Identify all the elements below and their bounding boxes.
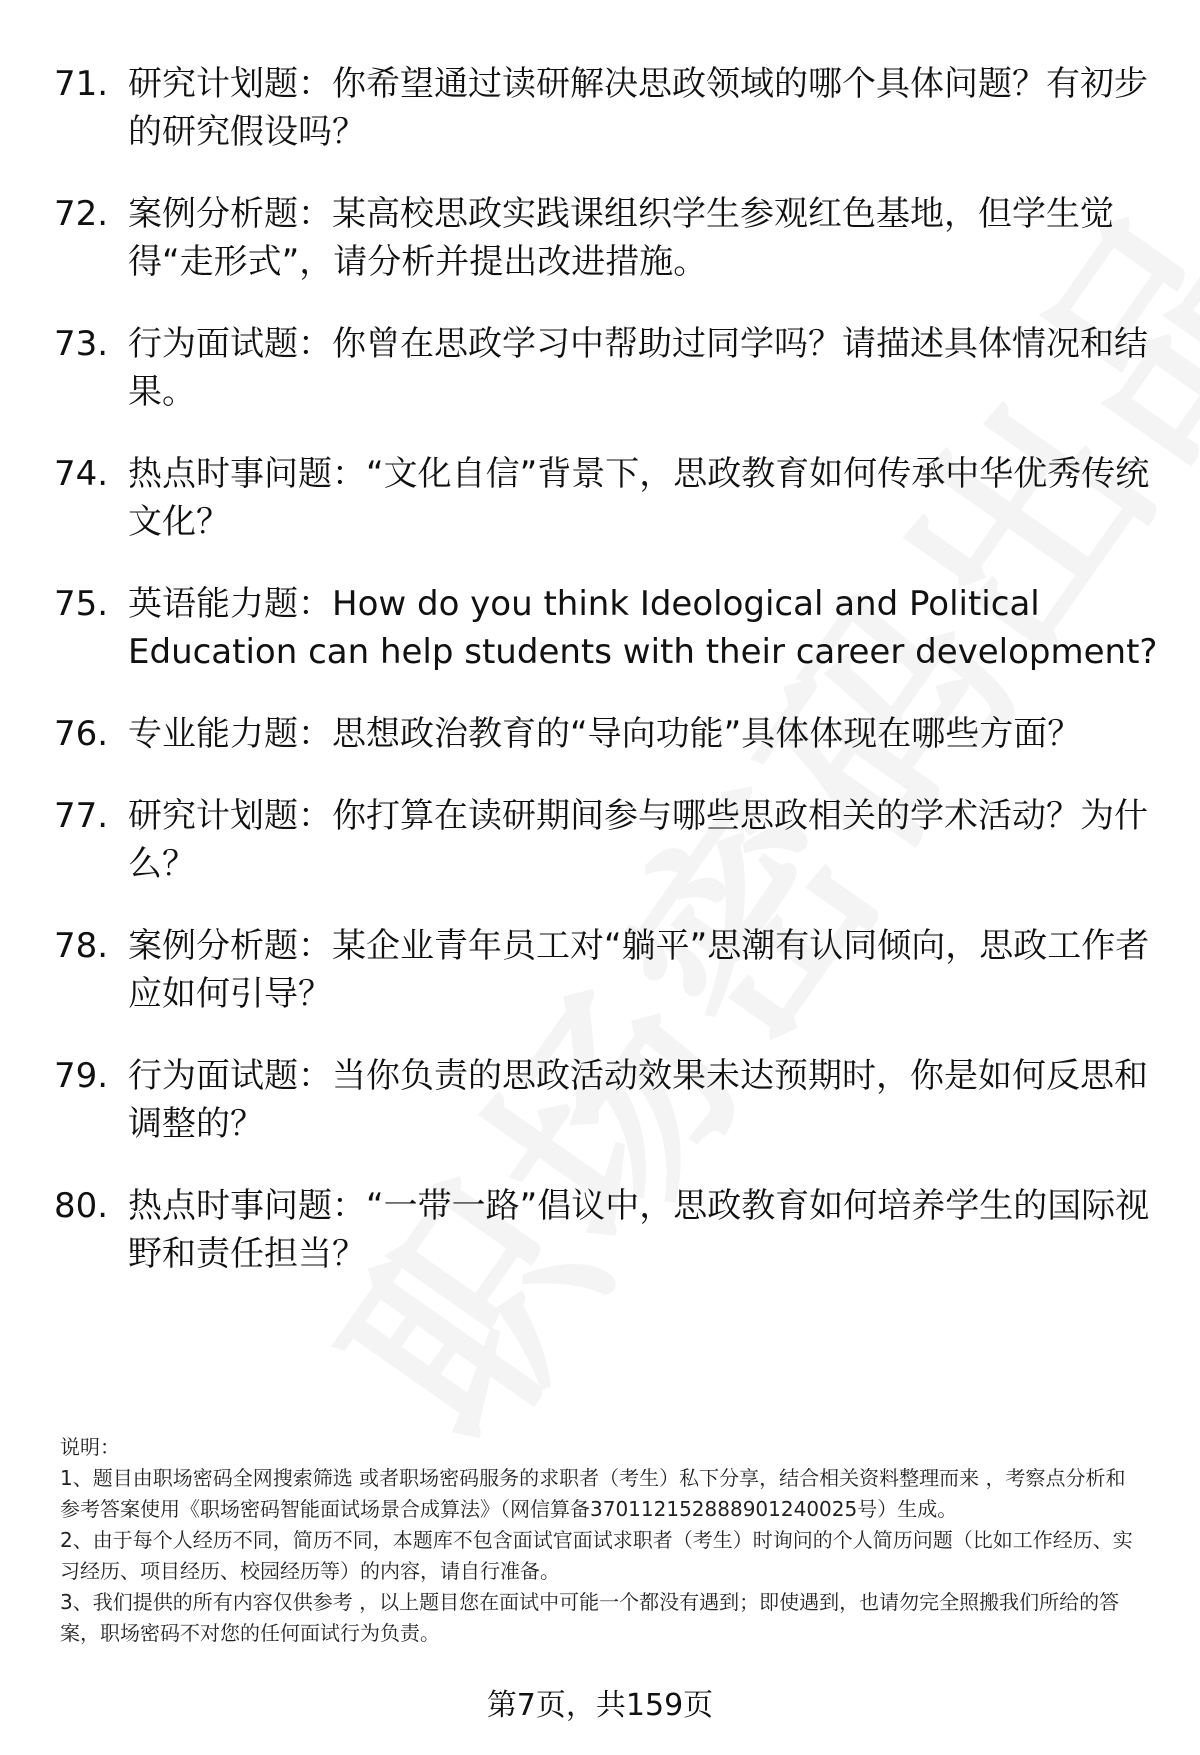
question-list (50, 60, 1160, 1312)
question-text: 热点时事问题：“文化自信”背景下，思政教育如何传承中华优秀传统文化？ (128, 454, 1150, 542)
note-item: 3、我们提供的所有内容仅供参考 ，以上题目您在面试中可能一个都没有遇到；即使遇到，也请勿完全照搬我们所给的答案，职场密码不对您的任何面试行为负责。 (60, 1590, 1120, 1645)
question-item (50, 450, 1160, 546)
question-number: 74. (54, 454, 109, 494)
question-item (50, 792, 1160, 888)
question-number: 80. (54, 1186, 109, 1226)
notes-section (60, 1432, 1140, 1649)
question-text: 案例分析题：某高校思政实践课组织学生参观红色基地，但学生觉得“走形式”，请分析并提出改进措施。 (128, 194, 1114, 282)
question-number: 78. (54, 926, 109, 966)
question-item (50, 1052, 1160, 1148)
question-item (50, 190, 1160, 286)
question-number: 77. (54, 796, 109, 836)
question-item (50, 1182, 1160, 1278)
question-text: 英语能力题：How do you think Ideological and Political Education can help students with their career development? (128, 584, 1158, 672)
question-text: 专业能力题：思想政治教育的“导向功能”具体体现在哪些方面？ (128, 714, 1082, 754)
question-number: 79. (54, 1056, 109, 1096)
question-text: 研究计划题：你希望通过读研解决思政领域的哪个具体问题？有初步的研究假设吗？ (128, 64, 1148, 152)
question-number: 75. (54, 584, 109, 624)
question-item (50, 320, 1160, 416)
question-item (50, 922, 1160, 1018)
note-item: 2、由于每个人经历不同，简历不同，本题库不包含面试官面试求职者（考生）时询问的个人简历问题（比如工作经历、实习经历、项目经历、校园经历等）的内容，请自行准备。 (60, 1528, 1133, 1583)
question-number: 72. (54, 194, 109, 234)
question-number: 71. (54, 64, 109, 104)
question-item (50, 710, 1160, 758)
question-item (50, 580, 1160, 676)
question-text: 行为面试题：当你负责的思政活动效果未达预期时，你是如何反思和调整的？ (128, 1056, 1148, 1144)
question-text: 热点时事问题：“一带一路”倡议中，思政教育如何培养学生的国际视野和责任担当？ (128, 1186, 1150, 1274)
question-number: 73. (54, 324, 109, 364)
question-text: 行为面试题：你曾在思政学习中帮助过同学吗？请描述具体情况和结果。 (128, 324, 1148, 412)
note-item: 1、题目由职场密码全网搜索筛选 或者职场密码服务的求职者（考生）私下分享，结合相关资料整理而来 ，考察点分析和参考答案使用《职场密码智能面试场景合成算法》（网信算备370112152888901240025号）生成。 (60, 1466, 1126, 1521)
question-text: 案例分析题：某企业青年员工对“躺平”思潮有认同倾向，思政工作者应如何引导？ (128, 926, 1150, 1014)
question-text: 研究计划题：你打算在读研期间参与哪些思政相关的学术活动？为什么？ (128, 796, 1148, 884)
question-item (50, 60, 1160, 156)
page-indicator: 第7页，共159页 (486, 1688, 714, 1723)
notes-heading: 说明： (60, 1435, 120, 1459)
question-number: 76. (54, 714, 109, 754)
